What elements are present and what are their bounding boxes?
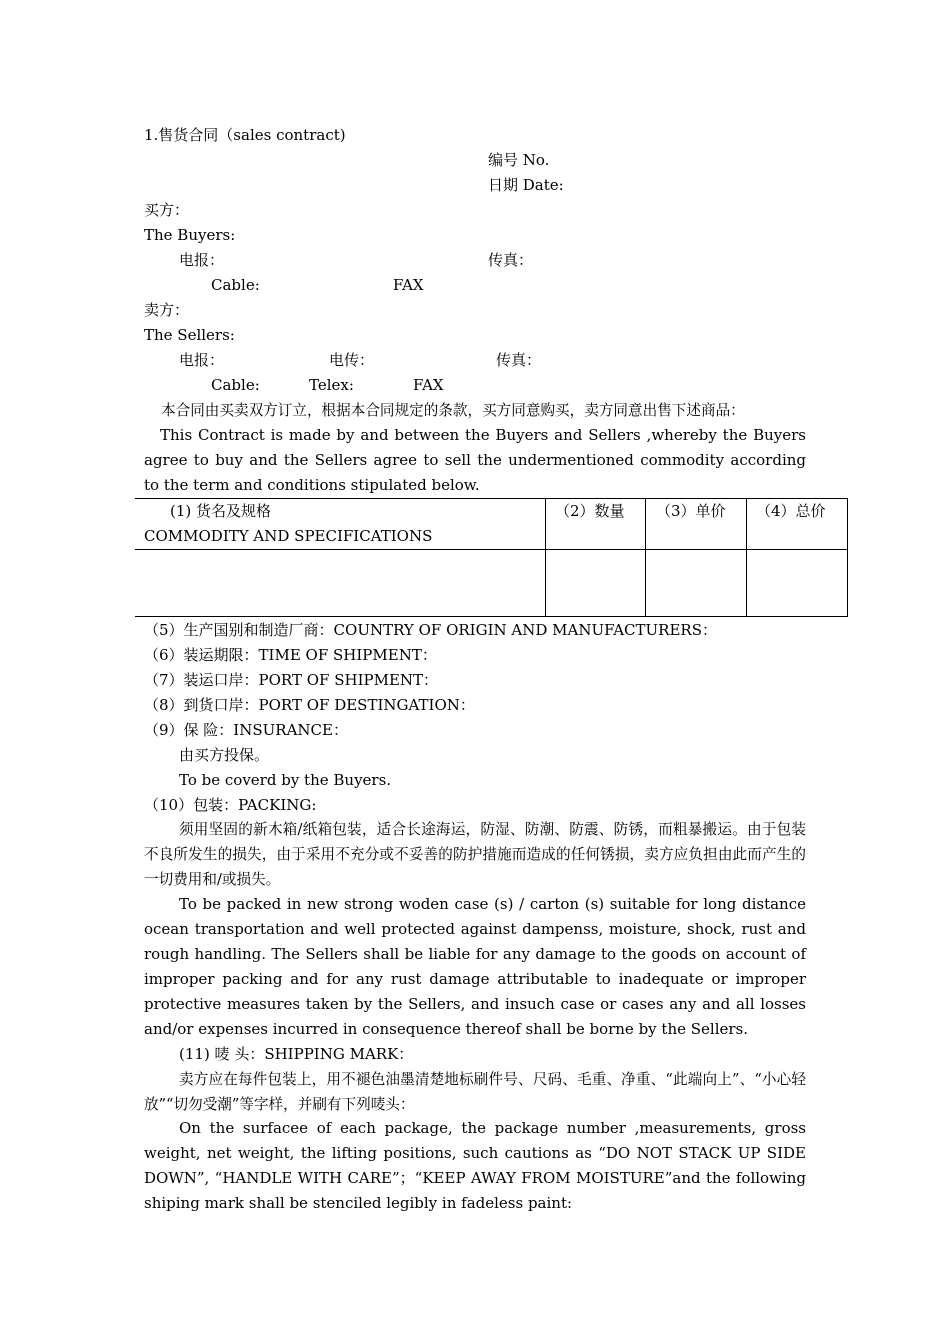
packing-text-en: To be packed in new strong woden case (s) / carton (s) suitable for long distance ocean transportation and well protected against dampenss, moisture, shock, rust and rough handling. The Sellers shall be liable for any damage to the goods on account of improper packing and for any rust damage attributable to inadequate or improper protective measures taken by the Sellers, and insuch case or cases any and all losses and/or expenses incurred in consequence thereof shall be borne by the Sellers. <box>144 895 806 1038</box>
seller-fax-en: FAX <box>413 376 444 394</box>
header-total-price: （4）总价 <box>756 502 826 520</box>
header-commodity-cn: (1) 货名及规格 <box>170 502 272 520</box>
clause-shipment-port: （7）装运口岸：PORT OF SHIPMENT： <box>144 671 439 689</box>
document-title: 1.售货合同（sales contract) <box>144 126 346 144</box>
seller-cable-en: Cable: <box>211 376 260 394</box>
seller-fax-cn: 传真： <box>496 351 542 369</box>
table-row-divider <box>135 549 847 550</box>
clause-shipping-mark: (11) 唛 头：SHIPPING MARK： <box>179 1045 414 1063</box>
contract-number-label: 编号 No. <box>488 151 550 169</box>
buyer-fax-en: FAX <box>393 276 424 294</box>
insurance-text-en: To be coverd by the Buyers. <box>179 771 392 789</box>
intro-cn: 本合同由买卖双方订立，根据本合同规定的条款，买方同意购买，卖方同意出售下述商品： <box>161 402 745 419</box>
header-quantity: （2）数量 <box>555 502 625 520</box>
clause-shipment-time: （6）装运期限：TIME OF SHIPMENT： <box>144 646 437 664</box>
buyer-cable-cn: 电报： <box>179 251 225 269</box>
buyer-label-en: The Buyers: <box>144 226 236 244</box>
seller-telex-cn: 电传： <box>329 351 375 369</box>
shipping-mark-text-cn: 卖方应在每件包装上，用不褪色油墨清楚地标刷件号、尺码、毛重、净重、“此端向上”、“小心轻放”“切勿受潮”等字样，并刷有下列唛头： <box>144 1071 806 1113</box>
clause-destination-port: （8）到货口岸：PORT OF DESTINGATION： <box>144 696 475 714</box>
buyer-cable-en: Cable: <box>211 276 260 294</box>
insurance-text-cn: 由买方投保。 <box>179 746 270 764</box>
table-column-divider <box>746 499 747 616</box>
contract-date-label: 日期 Date: <box>488 176 564 194</box>
clause-origin: （5）生产国别和制造厂商：COUNTRY OF ORIGIN AND MANUFACTURERS： <box>144 621 717 639</box>
table-column-divider <box>645 499 646 616</box>
seller-telex-en: Telex: <box>309 376 354 394</box>
seller-cable-cn: 电报： <box>179 351 225 369</box>
seller-label-en: The Sellers: <box>144 326 235 344</box>
commodity-table <box>135 498 848 617</box>
packing-text-cn: 须用坚固的新木箱/纸箱包装，适合长途海运，防湿、防潮、防震、防锈，而粗暴搬运。由于包装不良所发生的损失，由于采用不充分或不妥善的防护措施而造成的任何锈损，卖方应负担由此而产生的一切费用和/或损失。 <box>144 821 806 888</box>
buyer-label-cn: 买方： <box>144 201 190 219</box>
shipping-mark-text-en: On the surfacee of each package, the package number ,measurements, gross weight, net weight, the lifting positions, such cautions as “DO NOT STACK UP SIDE DOWN”, “HANDLE WITH CARE”；“KEEP AWAY FROM MOISTURE”and the following shiping mark shall be stenciled legibly in fadeless paint: <box>144 1119 806 1212</box>
header-unit-price: （3）单价 <box>656 502 726 520</box>
clause-packing: （10）包装：PACKING: <box>144 796 317 814</box>
buyer-fax-cn: 传真： <box>488 251 534 269</box>
clause-insurance: （9）保 险：INSURANCE： <box>144 721 348 739</box>
intro-en: This Contract is made by and between the Buyers and Sellers ,whereby the Buyers agree to buy and the Sellers agree to sell the undermentioned commodity according to the term and conditions stipulated below. <box>144 426 806 494</box>
seller-label-cn: 卖方： <box>144 301 190 319</box>
table-column-divider <box>545 499 546 616</box>
header-commodity-en: COMMODITY AND SPECIFICATIONS <box>144 527 433 545</box>
